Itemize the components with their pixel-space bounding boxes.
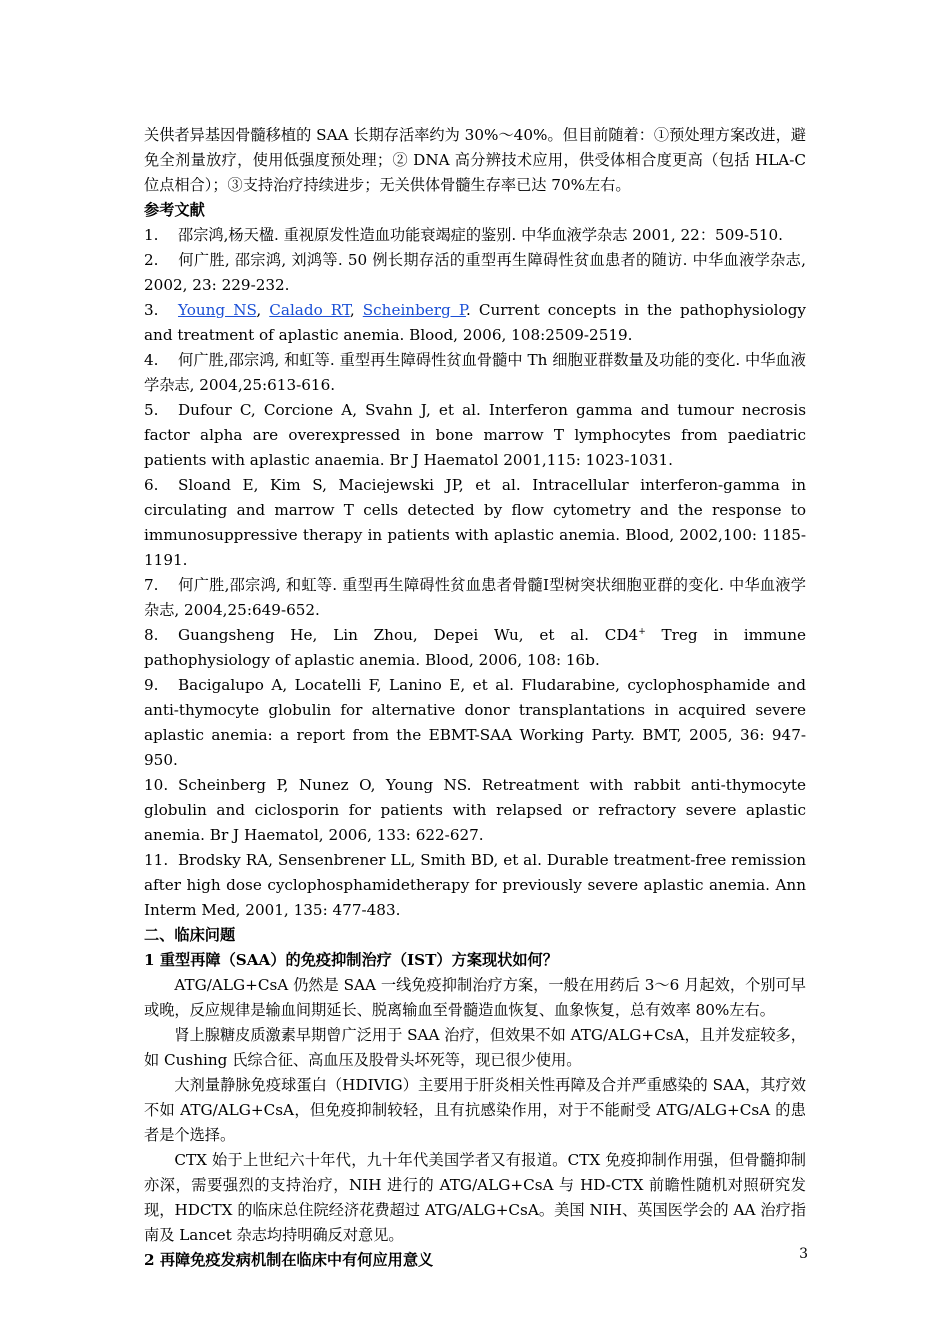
reference-text: Scheinberg P, Nunez O, Young NS. Retreatment with rabbit anti-thymocyte globulin and ciclosporin for patients with relapsed or refractory severe aplastic anemia. Br J Haematol, 2006, 133: 622-627. — [144, 776, 806, 844]
author-separator: , — [256, 301, 270, 319]
reference-text: 何广胜, 邵宗鸿, 刘鸿等. 50 例长期存活的重型再生障碍性贫血患者的随访. 中华血液学杂志, 2002, 23: 229-232. — [144, 251, 806, 294]
reference-item — [144, 473, 806, 573]
reference-number: 3. — [144, 301, 159, 319]
reference-number: 11. — [144, 851, 169, 869]
question-1-heading: 1 重型再障（SAA）的免疫抑制治疗（IST）方案现状如何？ — [144, 951, 558, 969]
reference-text: Sloand E, Kim S, Maciejewski JP, et al. Intracellular interferon-gamma in circulating and marrow T cells detected by flow cytometry and the response to immunosuppressive therapy in patients with aplastic anemia. Blood, 2002,100: 1185-1191. — [144, 476, 806, 569]
reference-number: 6. — [144, 476, 159, 494]
reference-number: 1. — [144, 226, 159, 244]
reference-number: 5. — [144, 401, 159, 419]
page-number: 3 — [799, 1246, 808, 1262]
reference-item — [144, 398, 806, 473]
author-link-young[interactable]: Young NS — [178, 301, 257, 319]
question-2-heading: 2 再障免疫发病机制在临床中有何应用意义 — [144, 1251, 434, 1269]
reference-number: 4. — [144, 351, 159, 369]
author-link-scheinberg[interactable]: Scheinberg P — [362, 301, 466, 319]
section-heading: 二、临床问题 — [144, 926, 236, 944]
page-content — [144, 123, 806, 1273]
reference-text: Bacigalupo A, Locatelli F, Lanino E, et al. Fludarabine, cyclophosphamide and anti-thymocyte globulin for alternative donor transplantations in acquired severe aplastic anemia: a report from the EBMT-SAA Working Party. BMT, 2005, 36: 947-950. — [144, 676, 806, 769]
reference-number: 8. — [144, 626, 159, 644]
reference-text: 邵宗鸿,杨天楹. 重视原发性造血功能衰竭症的鉴别. 中华血液学杂志 2001, 22：509-510. — [178, 226, 783, 244]
reference-item — [144, 298, 806, 348]
body-paragraph: CTX 始于上世纪六十年代，九十年代美国学者又有报道。CTX 免疫抑制作用强，但骨髓抑制亦深，需要强烈的支持治疗，NIH 进行的 ATG/ALG+CsA 与 HD-CTX 前瞻性随机对照研究发现，HDCTX 的临床总住院经济花费超过 ATG/ALG+CsA。美国 NIH、英国医学会的 AA 治疗指南及 Lancet 杂志均持明确反对意见。 — [144, 1151, 806, 1244]
intro-paragraph: 关供者异基因骨髓移植的 SAA 长期存活率约为 30%～40%。但目前随着：①预处理方案改进，避免全剂量放疗，使用低强度预处理；② DNA 高分辨技术应用，供受体相合度更高（包括 HLA-C 位点相合）；③支持治疗持续进步；无关供体骨髓生存率已达 70%左右。 — [144, 126, 806, 194]
reference-text: Guangsheng He, Lin Zhou, Depei Wu, et al. CD4 — [178, 626, 639, 644]
reference-text: Dufour C, Corcione A, Svahn J, et al. Interferon gamma and tumour necrosis factor alpha are overexpressed in bone marrow T lymphocytes from paediatric patients with aplastic anaemia. Br J Haematol 2001,115: 1023-1031. — [144, 401, 806, 469]
reference-number: 2. — [144, 251, 159, 269]
superscript-plus: + — [638, 626, 646, 637]
reference-text: Treg in immune pathophysiology of aplastic anemia. Blood, 2006, 108: 16b. — [144, 626, 806, 669]
reference-item — [144, 773, 806, 848]
references-heading: 参考文献 — [144, 201, 205, 219]
reference-text: 何广胜,邵宗鸿, 和虹等. 重型再生障碍性贫血患者骨髓Ⅰ型树突状细胞亚群的变化. 中华血液学杂志, 2004,25:649-652. — [144, 576, 806, 619]
body-paragraph: 大剂量静脉免疫球蛋白（HDIVIG）主要用于肝炎相关性再障及合并严重感染的 SAA，其疗效不如 ATG/ALG+CsA，但免疫抑制较轻，且有抗感染作用，对于不能耐受 ATG/ALG+CsA 的患者是个选择。 — [144, 1076, 806, 1144]
body-paragraph: ATG/ALG+CsA 仍然是 SAA 一线免疫抑制治疗方案，一般在用药后 3～6 月起效，个别可早或晚，反应规律是输血间期延长、脱离输血至骨髓造血恢复、血象恢复，总有效率 80%左右。 — [144, 976, 806, 1019]
reference-item — [144, 348, 806, 398]
reference-text: . Current concepts in the pathophysiology and treatment of aplastic anemia. Blood, 2006, 108:2509-2519. — [144, 301, 806, 344]
reference-item — [144, 248, 806, 298]
reference-number: 7. — [144, 576, 159, 594]
reference-number: 9. — [144, 676, 159, 694]
author-separator: , — [349, 301, 363, 319]
reference-text: Brodsky RA, Sensenbrener LL, Smith BD, et al. Durable treatment-free remission after high dose cyclophosphamidetherapy for previously severe aplastic anemia. Ann Interm Med, 2001, 135: 477-483. — [144, 851, 806, 919]
reference-text: 何广胜,邵宗鸿, 和虹等. 重型再生障碍性贫血骨髓中 Th 细胞亚群数量及功能的变化. 中华血液学杂志, 2004,25:613-616. — [144, 351, 806, 394]
reference-number: 10. — [144, 776, 169, 794]
reference-item — [144, 673, 806, 773]
reference-item — [144, 573, 806, 623]
reference-item — [144, 623, 806, 673]
body-paragraph: 肾上腺糖皮质激素早期曾广泛用于 SAA 治疗，但效果不如 ATG/ALG+CsA，且并发症较多，如 Cushing 氏综合征、高血压及股骨头坏死等，现已很少使用。 — [144, 1026, 806, 1069]
reference-item — [144, 848, 806, 923]
author-link-calado[interactable]: Calado RT — [269, 301, 350, 319]
reference-item — [144, 223, 806, 248]
